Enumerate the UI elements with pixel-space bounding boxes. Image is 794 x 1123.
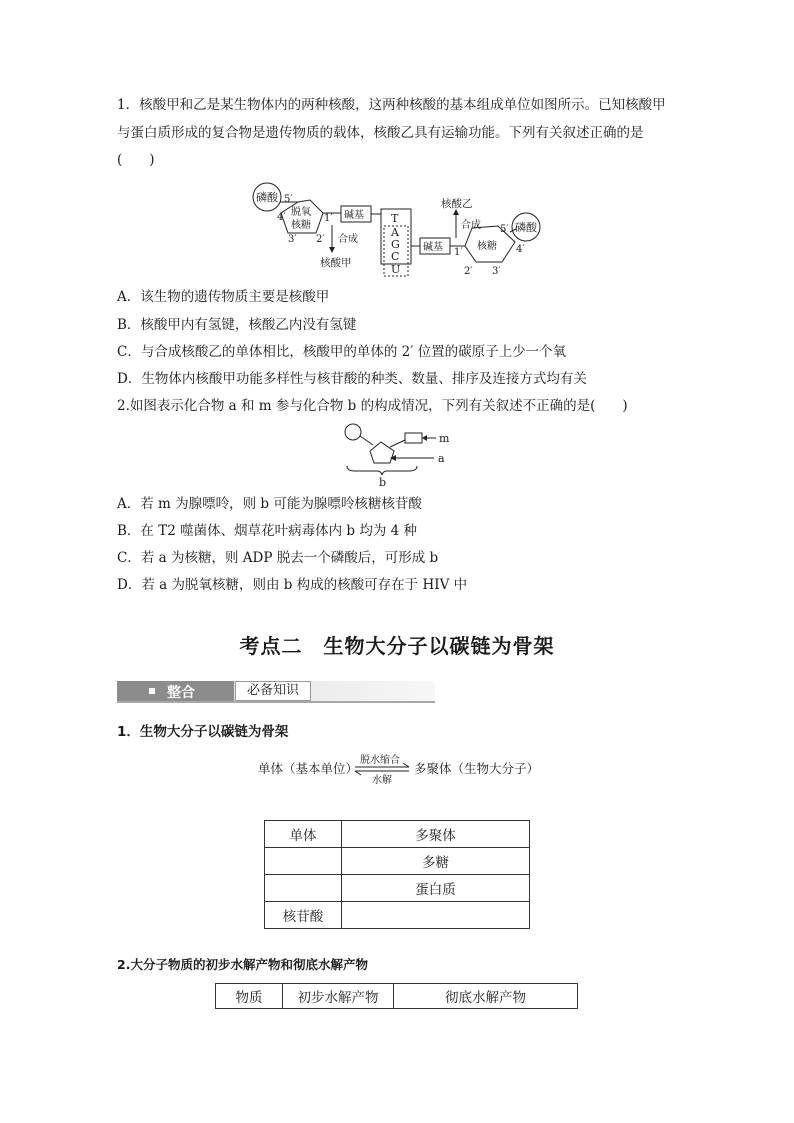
q2-option-b: B．在 T2 噬菌体、烟草花叶病毒体内 b 均为 4 种 (117, 523, 417, 539)
q1-option-a: A．该生物的遗传物质主要是核酸甲 (117, 289, 330, 305)
base-G: G (391, 238, 400, 251)
phosphate-right-label: 磷酸 (515, 221, 537, 234)
q1-option-d: D．生物体内核酸甲功能多样性与核苷酸的种类、数量、排序及连接方式均有关 (117, 371, 587, 387)
pos5-left: 5′ (284, 194, 293, 205)
base-right-label: 碱基 (423, 242, 443, 253)
pos1-right: 1′ (454, 247, 463, 258)
reversible-arrow (353, 751, 413, 787)
table-cell: 多聚体 (342, 821, 530, 848)
table-row (265, 875, 530, 902)
table-cell (265, 875, 342, 902)
table-row (265, 902, 530, 929)
pos3-right: 3′ (492, 266, 501, 277)
arrow-top-label: 脱水缩合 (360, 755, 400, 766)
pos3-left: 3′ (288, 234, 297, 245)
sugar-left-label2: 核糖 (291, 220, 311, 231)
label-b: b (379, 476, 387, 489)
table-row (265, 848, 530, 875)
table-cell: 多糖 (342, 848, 530, 875)
phosphate-left-label: 磷酸 (256, 191, 278, 204)
pentose-pentagon (370, 442, 394, 463)
section-banner (117, 681, 435, 703)
pos2-right: 2′ (464, 266, 473, 277)
q1-stem-line1: 1．核酸甲和乙是某生物体内的两种核酸，这两种核酸的基本组成单位如图所示。已知核酸甲 (117, 97, 666, 113)
arrow-bottom-label: 水解 (372, 775, 392, 786)
q1-stem-line2: 与蛋白质形成的复合物是遗传物质的载体，核酸乙具有运输功能。下列有关叙述正确的是 (117, 125, 644, 141)
base-A: A (391, 226, 399, 239)
q1-stem-line3: ( ) (117, 152, 155, 168)
q1-option-b: B．核酸甲内有氢键，核酸乙内没有氢键 (117, 317, 357, 333)
product-right-label: 核酸乙 (441, 198, 473, 210)
q2-option-c: C．若 a 为核糖，则 ADP 脱去一个磷酸后，可形成 b (117, 550, 439, 566)
pos4-left: 4′ (277, 212, 286, 223)
label-m: m (439, 432, 450, 445)
table-cell: 蛋白质 (342, 875, 530, 902)
synth-left-label: 合成 (338, 234, 358, 245)
point1-heading: 1．生物大分子以碳链为骨架 (117, 724, 289, 740)
q2-option-d: D．若 a 为脱氧核糖，则由 b 构成的核酸可存在于 HIV 中 (117, 577, 468, 593)
reaction-left: 单体（基本单位） (258, 761, 359, 776)
q1-option-c: C．与合成核酸乙的单体相比，核酸甲的单体的 2′ 位置的碳原子上少一个氧 (117, 344, 567, 360)
table-cell (342, 902, 530, 929)
base-m-box (405, 433, 422, 443)
banner-label: 整合 (167, 685, 195, 701)
label-a: a (438, 452, 445, 465)
product-left-label: 核酸甲 (320, 257, 352, 269)
section-title: 考点二 生物大分子以碳链为骨架 (239, 634, 555, 658)
pos4-right: 4′ (516, 244, 525, 255)
phosphate-circle (345, 424, 361, 440)
compound-b-diagram (335, 420, 460, 490)
q2-option-a: A．若 m 为腺嘌呤，则 b 可能为腺嘌呤核糖核苷酸 (117, 496, 422, 512)
table-header-cell: 物质 (216, 984, 283, 1009)
q2-stem: 2.如图表示化合物 a 和 m 参与化合物 b 的构成情况，下列有关叙述不正确的是( ) (117, 398, 628, 414)
square-bullet-icon (149, 688, 155, 694)
banner-tab: 必备知识 (235, 681, 311, 701)
hydrolysis-table (215, 983, 578, 1009)
base-C: C (391, 250, 400, 263)
table-row (216, 984, 578, 1009)
sugar-right-label: 核糖 (477, 241, 497, 252)
sugar-left-label1: 脱氧 (291, 207, 311, 218)
base-left-label: 碱基 (344, 210, 364, 221)
monomer-polymer-table (264, 820, 530, 929)
point2-heading: 2.大分子物质的初步水解产物和彻底水解产物 (117, 957, 368, 972)
pos1-left: 1′ (324, 213, 333, 224)
table-row (265, 821, 530, 848)
nucleotide-diagram (240, 180, 560, 280)
table-header-cell: 彻底水解产物 (394, 984, 578, 1009)
table-header-cell: 初步水解产物 (283, 984, 394, 1009)
synth-right-label: 合成 (461, 220, 481, 231)
reaction-right: 多聚体（生物大分子） (414, 761, 540, 776)
table-cell (265, 848, 342, 875)
pos2-left: 2′ (316, 234, 325, 245)
base-U: U (391, 263, 401, 276)
pos5-right: 5′ (500, 224, 509, 235)
table-cell: 核苷酸 (265, 902, 342, 929)
table-cell: 单体 (265, 821, 342, 848)
base-T: T (391, 212, 399, 225)
